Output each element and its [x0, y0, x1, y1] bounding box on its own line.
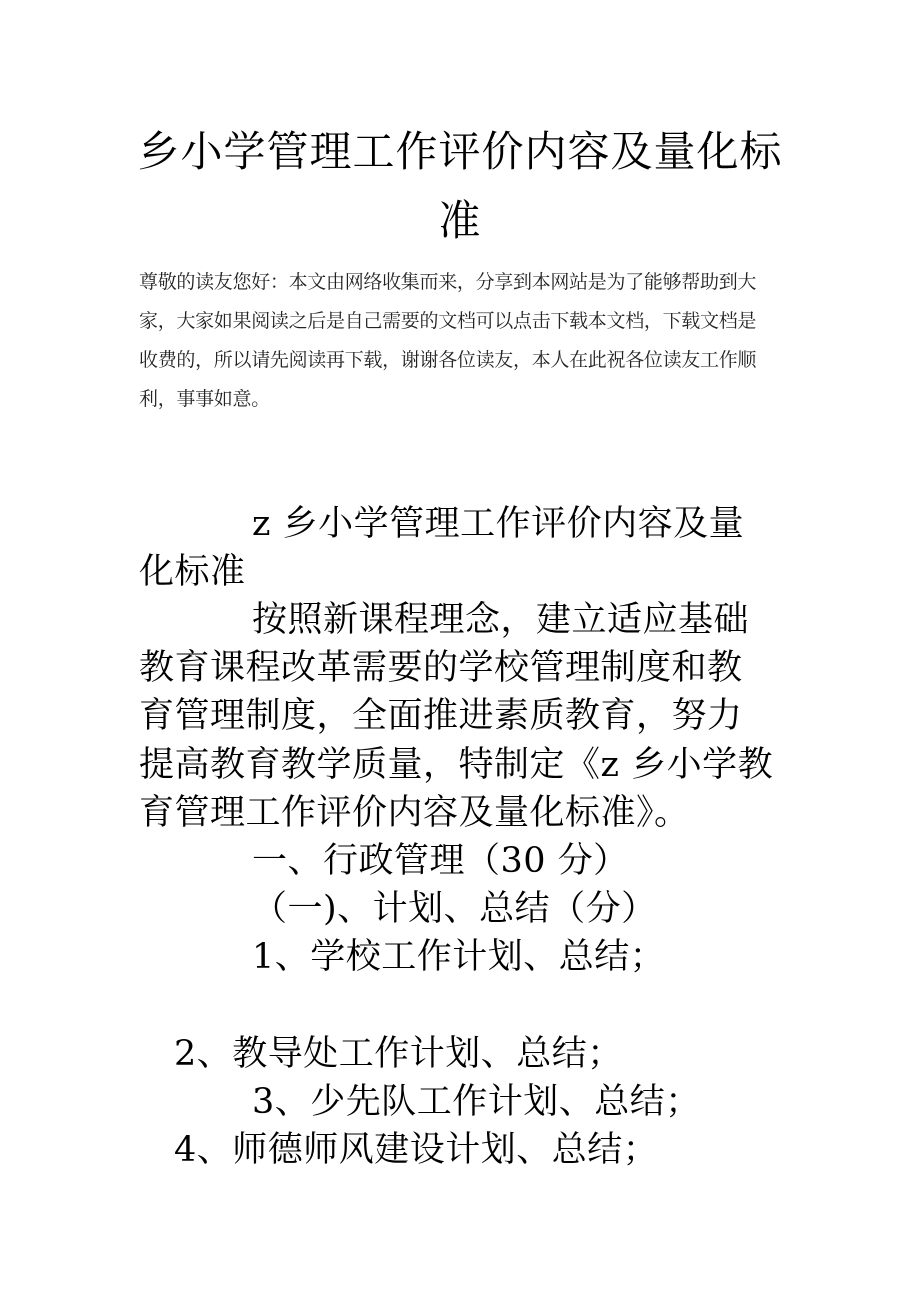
intro-paragraph-line-4: 提高教育教学质量，特制定《z 乡小学教	[139, 745, 774, 785]
document-title-line-1: 乡小学管理工作评价内容及量化标	[137, 127, 783, 176]
reader-notice-line-3: 收费的，所以请先阅读再下载，谢谢各位读友，本人在此祝各位读友工作顺	[139, 349, 757, 371]
intro-paragraph-line-2: 教育课程改革需要的学校管理制度和教	[139, 648, 743, 688]
intro-paragraph-line-1: 按照新课程理念，建立适应基础	[252, 600, 750, 640]
reader-notice-line-2: 家，大家如果阅读之后是自己需要的文档可以点击下载本文档，下载文档是	[139, 310, 757, 332]
body-heading-line-2: 化标准	[139, 552, 246, 592]
intro-paragraph-line-5: 育管理工作评价内容及量化标准》。	[139, 793, 690, 833]
section-heading: 一、行政管理（30 分）	[252, 841, 629, 881]
list-item-4: 4、师德师风建设计划、总结；	[174, 1130, 659, 1170]
reader-notice-line-1: 尊敬的读友您好：本文由网络收集而来，分享到本网站是为了能够帮助到大	[139, 271, 757, 293]
body-heading-line-1: z 乡小学管理工作评价内容及量	[252, 504, 745, 544]
list-item-2: 2、教导处工作计划、总结；	[174, 1034, 623, 1074]
document-title-line-2: 准	[438, 196, 482, 245]
intro-paragraph-line-3: 育管理制度，全面推进素质教育，努力	[139, 696, 743, 736]
list-item-1: 1、学校工作计划、总结；	[252, 937, 666, 977]
list-item-3: 3、少先队工作计划、总结；	[252, 1082, 701, 1122]
reader-notice-line-4: 利，事事如意。	[139, 388, 270, 410]
subsection-heading: （一)、计划、总结（分）	[252, 889, 657, 929]
